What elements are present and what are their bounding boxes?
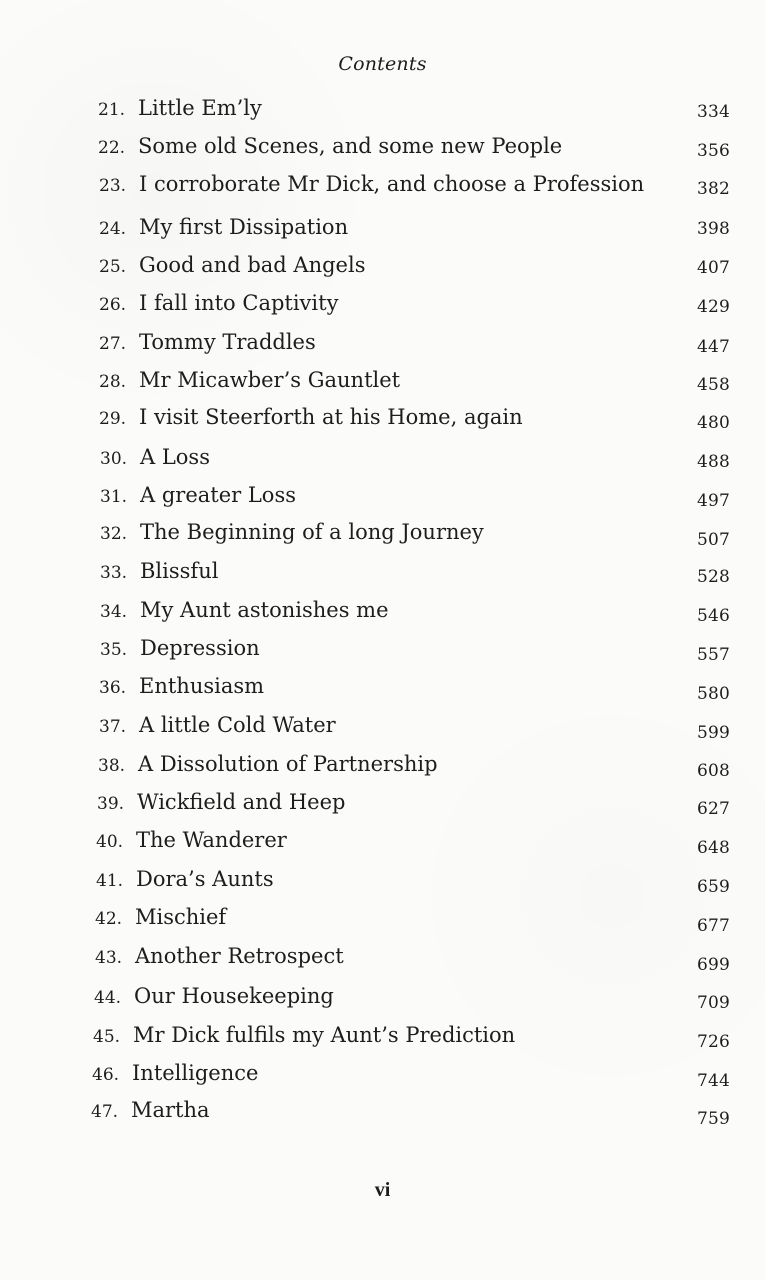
page-number: 407 xyxy=(696,258,730,278)
chapter-title: Little Em’ly xyxy=(138,96,262,120)
toc-entry xyxy=(99,172,644,204)
toc-entry xyxy=(99,253,365,285)
page-header: Contents xyxy=(338,53,427,75)
chapter-title: Tommy Traddles xyxy=(139,330,316,354)
toc-entry xyxy=(99,330,316,362)
page-number: 726 xyxy=(696,1032,730,1052)
chapter-number: 44. xyxy=(94,988,122,1008)
page-number: 580 xyxy=(696,684,730,704)
page-number: 429 xyxy=(696,297,730,317)
chapter-title: Good and bad Angels xyxy=(139,253,366,277)
chapter-title: My first Dissipation xyxy=(139,215,349,239)
page-number: 648 xyxy=(696,838,730,858)
toc-entry xyxy=(99,291,338,323)
chapter-number: 41. xyxy=(96,871,124,891)
chapter-number: 33. xyxy=(100,563,128,583)
page-number: 480 xyxy=(696,413,730,433)
chapter-number: 27. xyxy=(99,334,127,354)
page-number: 677 xyxy=(696,916,730,936)
chapter-number: 28. xyxy=(99,372,127,392)
chapter-title: Wickfield and Heep xyxy=(137,790,346,814)
chapter-number: 23. xyxy=(99,176,127,196)
chapter-title: Some old Scenes, and some new People xyxy=(138,134,563,158)
toc-entry xyxy=(99,674,264,706)
chapter-number: 24. xyxy=(99,219,127,239)
chapter-title: Martha xyxy=(131,1098,210,1122)
chapter-number: 37. xyxy=(99,717,127,737)
page-number: 356 xyxy=(696,141,730,161)
chapter-number: 21. xyxy=(98,100,126,120)
toc-entry xyxy=(92,1061,258,1093)
page-number: 744 xyxy=(696,1071,730,1091)
chapter-title: I corroborate Mr Dick, and choose a Profession xyxy=(139,172,645,196)
chapter-number: 30. xyxy=(100,449,128,469)
page-number: 382 xyxy=(696,179,730,199)
chapter-title: I visit Steerforth at his Home, again xyxy=(139,405,523,429)
page-number: 699 xyxy=(696,955,730,975)
toc-entry xyxy=(100,559,218,591)
chapter-title: A greater Loss xyxy=(140,483,296,507)
page-number: 398 xyxy=(696,219,730,239)
toc-entry xyxy=(91,1098,210,1130)
page-number: 507 xyxy=(696,530,730,550)
toc-entry xyxy=(99,405,523,437)
chapter-number: 26. xyxy=(99,295,127,315)
chapter-number: 39. xyxy=(97,794,125,814)
toc-entry xyxy=(97,790,345,822)
page-number: 546 xyxy=(696,606,730,626)
chapter-title: Mischief xyxy=(135,905,227,929)
page-number: 528 xyxy=(696,567,730,587)
chapter-number: 42. xyxy=(95,909,123,929)
page-number: 447 xyxy=(696,337,730,357)
chapter-title: Intelligence xyxy=(132,1061,259,1085)
chapter-title: The Wanderer xyxy=(136,828,287,852)
toc-entry xyxy=(98,134,562,166)
chapter-title: My Aunt astonishes me xyxy=(140,598,389,622)
chapter-number: 22. xyxy=(98,138,126,158)
page-number: 759 xyxy=(696,1109,730,1129)
page-number: 497 xyxy=(696,491,730,511)
chapter-title: Depression xyxy=(140,636,260,660)
chapter-number: 25. xyxy=(99,257,127,277)
chapter-title: Our Housekeeping xyxy=(134,984,334,1008)
chapter-number: 47. xyxy=(91,1102,119,1122)
chapter-number: 43. xyxy=(95,948,123,968)
toc-entry xyxy=(100,520,484,552)
chapter-title: A Loss xyxy=(140,445,210,469)
chapter-title: A Dissolution of Partnership xyxy=(138,752,438,776)
page-number: 627 xyxy=(696,799,730,819)
chapter-title: Mr Micawber’s Gauntlet xyxy=(139,368,401,392)
chapter-number: 35. xyxy=(100,640,128,660)
chapter-title: Blissful xyxy=(140,559,219,583)
page-number: 334 xyxy=(696,102,730,122)
toc-entry xyxy=(99,215,348,247)
toc-entry xyxy=(99,713,336,745)
page-number: 599 xyxy=(696,723,730,743)
chapter-title: A little Cold Water xyxy=(139,713,336,737)
toc-entry xyxy=(93,1023,515,1055)
chapter-number: 29. xyxy=(99,409,127,429)
chapter-title: Mr Dick fulfils my Aunt’s Prediction xyxy=(133,1023,516,1047)
page-number: 488 xyxy=(696,452,730,472)
toc-entry xyxy=(96,867,274,899)
toc-entry xyxy=(100,636,260,668)
chapter-number: 36. xyxy=(99,678,127,698)
chapter-title: I fall into Captivity xyxy=(139,291,339,315)
toc-entry xyxy=(96,828,287,860)
toc-entry xyxy=(100,483,296,515)
toc-entry xyxy=(98,752,438,784)
chapter-number: 45. xyxy=(93,1027,121,1047)
chapter-title: Enthusiasm xyxy=(139,674,265,698)
chapter-number: 40. xyxy=(96,832,124,852)
toc-entry xyxy=(98,96,262,128)
toc-entry xyxy=(95,905,226,937)
page-number: 608 xyxy=(696,761,730,781)
page-number: 659 xyxy=(696,877,730,897)
toc-entry xyxy=(100,598,389,630)
toc-entry xyxy=(94,984,334,1016)
page-number: 709 xyxy=(696,993,730,1013)
chapter-number: 38. xyxy=(98,756,126,776)
page-footer: vi xyxy=(374,1179,391,1201)
chapter-number: 32. xyxy=(100,524,128,544)
toc-entry xyxy=(95,944,344,976)
page-number: 557 xyxy=(696,645,730,665)
toc-entry xyxy=(99,368,400,400)
chapter-title: The Beginning of a long Journey xyxy=(140,520,484,544)
toc-entry xyxy=(100,445,210,477)
chapter-title: Dora’s Aunts xyxy=(136,867,274,891)
chapter-title: Another Retrospect xyxy=(135,944,344,968)
chapter-number: 31. xyxy=(100,487,128,507)
chapter-number: 34. xyxy=(100,602,128,622)
chapter-number: 46. xyxy=(92,1065,120,1085)
page-number: 458 xyxy=(696,375,730,395)
